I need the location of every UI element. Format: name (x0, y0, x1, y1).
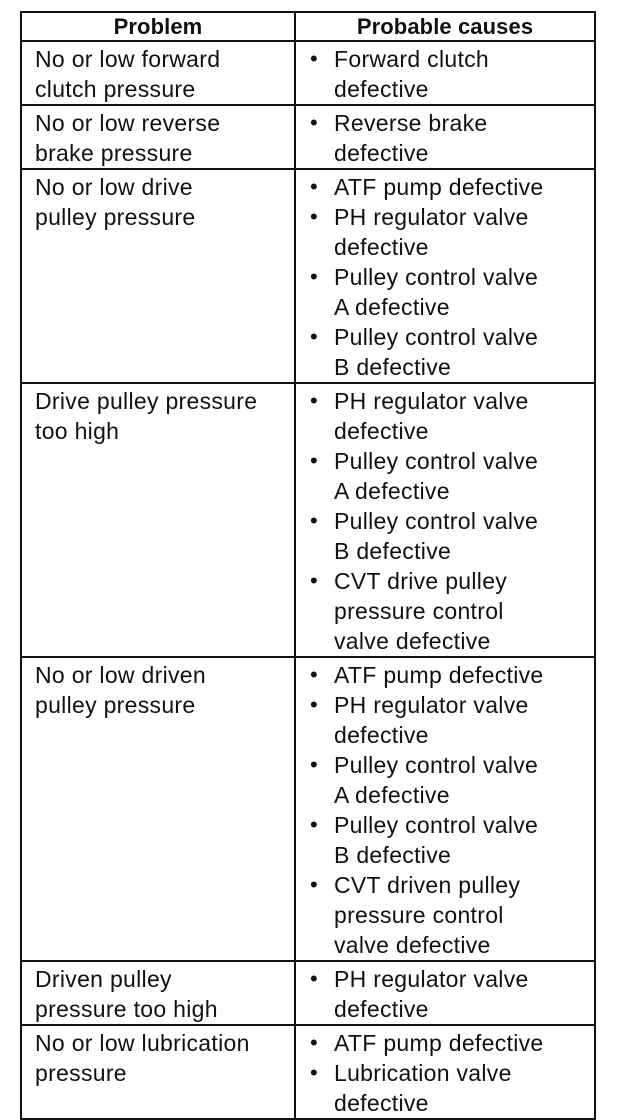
causes-column-header: Probable causes (295, 12, 595, 41)
problem-text-line: pulley pressure (35, 692, 196, 718)
causes-cell (295, 105, 595, 169)
causes-cell (295, 41, 595, 105)
problem-text-line: Driven pulley (35, 966, 172, 992)
problem-text-line: No or low forward (35, 46, 221, 72)
table-row (21, 105, 595, 169)
table-row (21, 383, 595, 657)
cause-text-line: valve defective (334, 932, 491, 958)
cause-text-line: • Lubrication valve (334, 1060, 512, 1086)
header-row (21, 12, 595, 41)
cause-text-line: • PH regulator valve (334, 692, 529, 718)
problem-column-header: Problem (21, 12, 295, 41)
cause-text-line: • PH regulator valve (334, 204, 529, 230)
cause-text-line: A defective (334, 782, 450, 808)
cause-list-item (296, 262, 590, 322)
cause-text-line: • ATF pump defective (334, 174, 544, 200)
cause-list-item (296, 1028, 590, 1058)
cause-text-line: A defective (334, 478, 450, 504)
table-row (21, 1025, 595, 1119)
cause-list-item (296, 386, 590, 446)
cause-text-line: defective (334, 140, 429, 166)
cause-text-line: • Pulley control valve (334, 264, 539, 290)
cause-list-item (296, 810, 590, 870)
cause-list-item (296, 964, 590, 1024)
causes-cell (295, 1025, 595, 1119)
cause-list-item (296, 566, 590, 656)
causes-cell (295, 383, 595, 657)
problem-text-line: brake pressure (35, 140, 193, 166)
cause-text-line: • Pulley control valve (334, 508, 539, 534)
causes-cell (295, 657, 595, 961)
problem-text-line: No or low driven (35, 662, 206, 688)
cause-text-line: pressure control (334, 902, 504, 928)
cause-text-line: • CVT drive pulley (334, 568, 508, 594)
cause-text-line: defective (334, 418, 429, 444)
cause-list-item (296, 202, 590, 262)
problem-text-line: pressure too high (35, 996, 218, 1022)
problem-cell (21, 961, 295, 1025)
problem-text-line: pulley pressure (35, 204, 196, 230)
cause-list-item (296, 44, 590, 104)
causes-cell (295, 169, 595, 383)
cause-list-item (296, 172, 590, 202)
cause-list-item (296, 446, 590, 506)
problem-text-line: pressure (35, 1060, 127, 1086)
cause-list-item (296, 108, 590, 168)
cause-text-line: • PH regulator valve (334, 388, 529, 414)
cause-text-line: defective (334, 76, 429, 102)
cause-text-line: • Pulley control valve (334, 448, 539, 474)
table-row (21, 41, 595, 105)
problem-text-line: clutch pressure (35, 76, 196, 102)
cause-text-line: valve defective (334, 628, 491, 654)
cause-list-item (296, 322, 590, 382)
cause-text-line: • Pulley control valve (334, 752, 539, 778)
cause-text-line: defective (334, 996, 429, 1022)
problem-cell (21, 383, 295, 657)
causes-cell (295, 961, 595, 1025)
cause-text-line: defective (334, 234, 429, 260)
problem-text-line: Drive pulley pressure (35, 388, 258, 414)
cause-text-line: • ATF pump defective (334, 1030, 544, 1056)
problem-cell (21, 105, 295, 169)
table-row (21, 961, 595, 1025)
cause-text-line: • PH regulator valve (334, 966, 529, 992)
cause-text-line: • Pulley control valve (334, 324, 539, 350)
cause-text-line: B defective (334, 842, 452, 868)
cause-text-line: • CVT driven pulley (334, 872, 521, 898)
cause-text-line: • Pulley control valve (334, 812, 539, 838)
cause-text-line: B defective (334, 538, 452, 564)
cause-list-item (296, 690, 590, 750)
cause-list-item (296, 750, 590, 810)
cause-text-line: • ATF pump defective (334, 662, 544, 688)
problem-text-line: No or low lubrication (35, 1030, 250, 1056)
table-body (21, 41, 595, 1119)
cause-list-item (296, 1058, 590, 1118)
cause-text-line: defective (334, 722, 429, 748)
problem-text-line: No or low drive (35, 174, 193, 200)
cause-list-item (296, 506, 590, 566)
problem-cell (21, 657, 295, 961)
problem-cell (21, 41, 295, 105)
cause-list-item (296, 870, 590, 960)
cause-list-item (296, 660, 590, 690)
cause-text-line: • Forward clutch (334, 46, 490, 72)
cause-text-line: defective (334, 1090, 429, 1116)
cause-text-line: B defective (334, 354, 452, 380)
table-row (21, 657, 595, 961)
cause-text-line: pressure control (334, 598, 504, 624)
table-row (21, 169, 595, 383)
troubleshooting-table (20, 11, 596, 1120)
problem-cell (21, 169, 295, 383)
cause-text-line: • Reverse brake (334, 110, 488, 136)
problem-text-line: No or low reverse (35, 110, 221, 136)
problem-cell (21, 1025, 295, 1119)
problem-text-line: too high (35, 418, 120, 444)
cause-text-line: A defective (334, 294, 450, 320)
